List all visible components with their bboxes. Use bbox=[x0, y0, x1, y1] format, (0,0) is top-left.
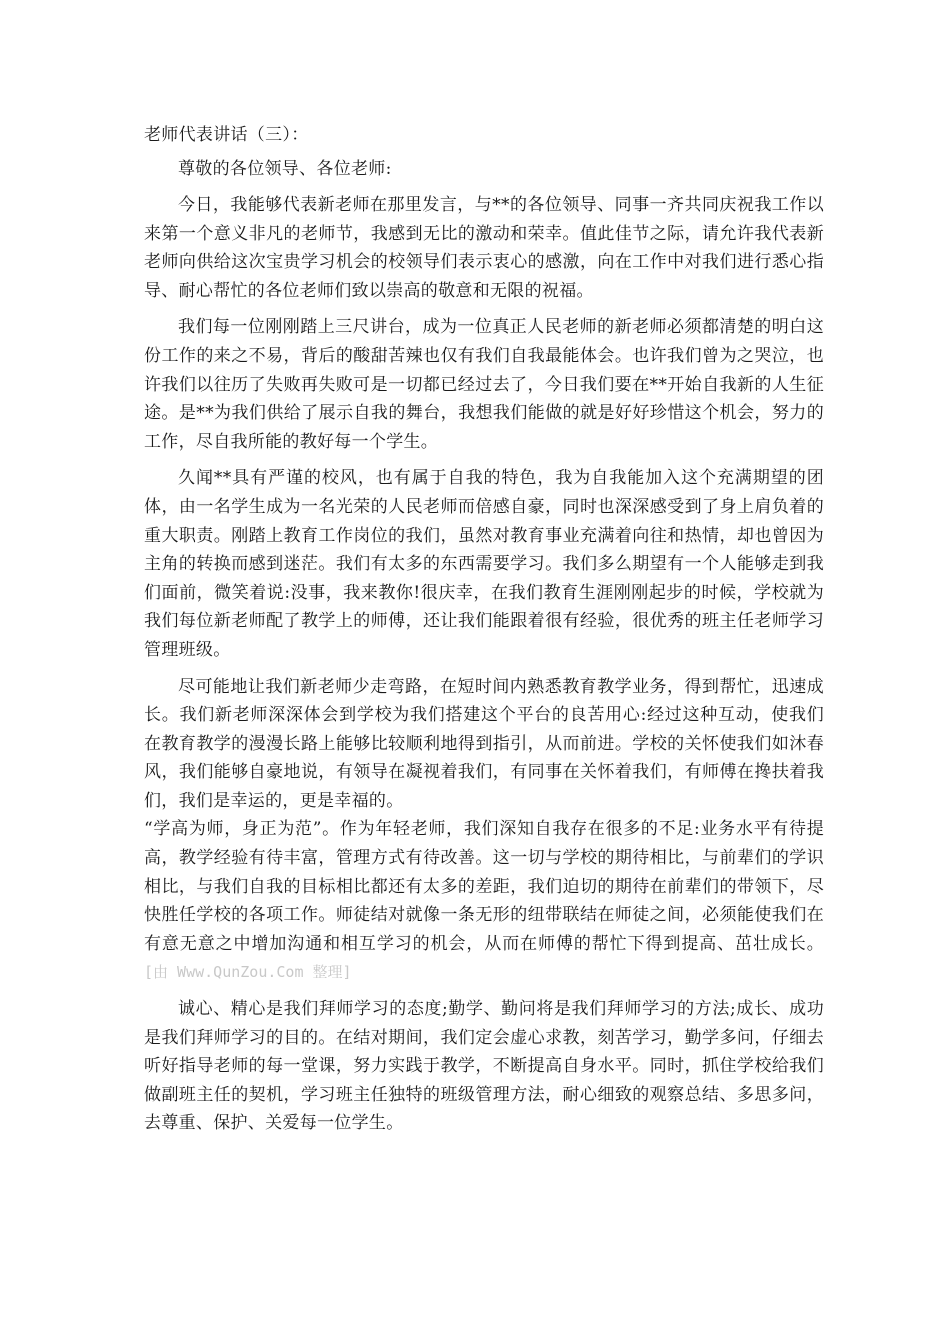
paragraph-4: 尽可能地让我们新老师少走弯路，在短时间内熟悉教育教学业务，得到帮忙，迅速成长。我们新老师深深体会到学校为我们搭建这个平台的良苦用心:经过这种互动，使我们在教育教学的漫漫长路上能够比较顺利地得到指引，从而前进。学校的关怀使我们如沐春风，我们能够自豪地说，有领导在凝视着我们，有同事在关怀着我们，有师傅在搀扶着我们，我们是幸运的，更是幸福的。 bbox=[144, 676, 824, 811]
paragraph-6: 诚心、精心是我们拜师学习的态度;勤学、勤问将是我们拜师学习的方法;成长、成功是我们拜师学习的目的。在结对期间，我们定会虚心求教，刻苦学习，勤学多问，仔细去听好指导老师的每一堂课，努力实践于教学，不断提高自身水平。同时，抓住学校给我们做副班主任的契机，学习班主任独特的班级管理方法，耐心细致的观察总结、多思多问，去尊重、保护、关爱每一位学生。 bbox=[144, 999, 824, 1134]
document-heading: 老师代表讲话（三）： bbox=[144, 125, 309, 145]
watermark-text: [由 Www.QunZou.Com 整理] bbox=[144, 963, 352, 982]
salutation: 尊敬的各位领导、各位老师: bbox=[178, 159, 392, 179]
paragraph-5-text: “学高为师，身正为范”。作为年轻老师，我们深知自我存在很多的不足:业务水平有待提高，教学经验有待丰富，管理方式有待改善。这一切与学校的期待相比，与前辈们的学识相比，与我们自我的目标相比都还有太多的差距，我们迫切的期待在前辈们的带领下，尽快胜任学校的各项工作。师徒结对就像一条无形的纽带联结在师徒之间，必须能使我们在有意无意之中增加沟通和相互学习的机会，从而在师傅的帮忙下得到提高、茁壮成长。 bbox=[144, 819, 824, 954]
paragraph-1: 今日，我能够代表新老师在那里发言，与**的各位领导、同事一齐共同庆祝我工作以来第一个意义非凡的老师节，我感到无比的激动和荣幸。值此佳节之际，请允许我代表新老师向供给这次宝贵学习机会的校领导们表示衷心的感激，向在工作中对我们进行悉心指导、耐心帮忙的各位老师们致以崇高的敬意和无限的祝福。 bbox=[144, 195, 824, 301]
paragraph-2: 我们每一位刚刚踏上三尺讲台，成为一位真正人民老师的新老师必须都清楚的明白这份工作的来之不易，背后的酸甜苦辣也仅有我们自我最能体会。也许我们曾为之哭泣，也许我们以往历了失败再失败可是一切都已经过去了，今日我们要在**开始自我新的人生征途。是**为我们供给了展示自我的舞台，我想我们能做的就是好好珍惜这个机会，努力的工作，尽自我所能的教好每一个学生。 bbox=[144, 317, 824, 452]
paragraph-5 bbox=[144, 815, 824, 987]
document-page bbox=[144, 121, 824, 1146]
paragraph-3: 久闻**具有严谨的校风，也有属于自我的特色，我为自我能加入这个充满期望的团体，由一名学生成为一名光荣的人民老师而倍感自豪，同时也深深感受到了身上肩负着的重大职责。刚踏上教育工作岗位的我们，虽然对教育事业充满着向往和热情，却也曾因为主角的转换而感到迷茫。我们有太多的东西需要学习。我们多么期望有一个人能够走到我们面前，微笑着说:没事，我来教你!很庆幸，在我们教育生涯刚刚起步的时候，学校就为我们每位新老师配了教学上的师傅，还让我们能跟着很有经验，很优秀的班主任老师学习管理班级。 bbox=[144, 468, 824, 660]
